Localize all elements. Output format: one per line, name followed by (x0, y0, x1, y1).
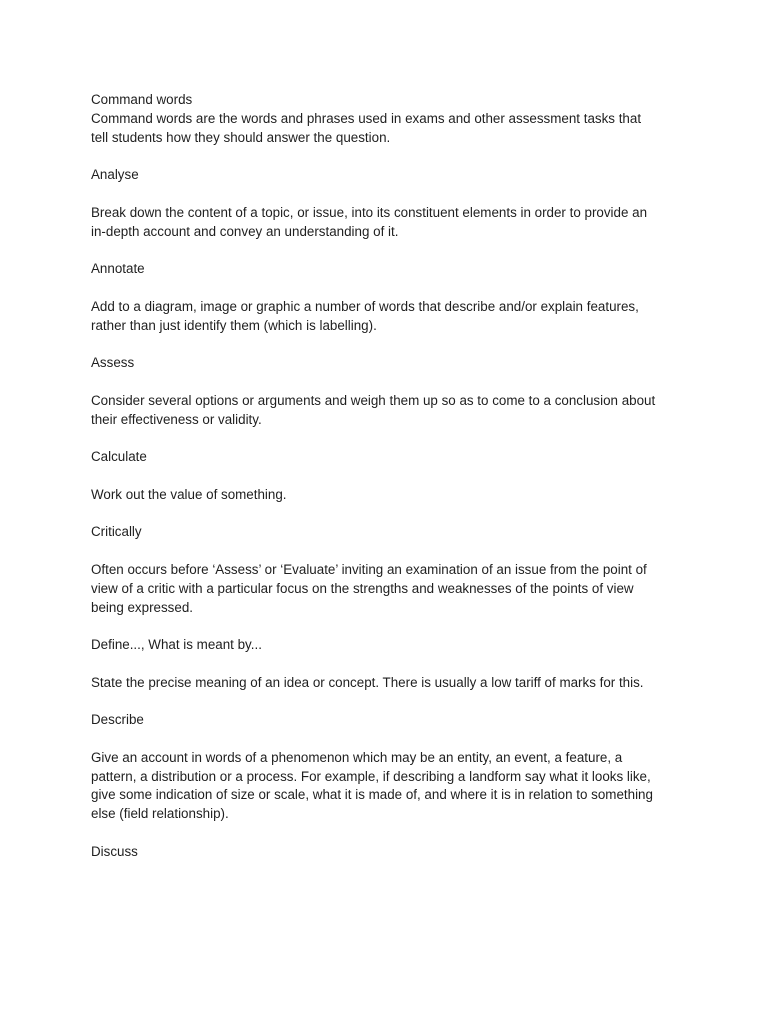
spacer (91, 542, 691, 561)
spacer (91, 185, 691, 204)
term-heading-assess: Assess (91, 355, 135, 371)
spacer (91, 147, 691, 166)
spacer (91, 467, 691, 486)
term-heading-discuss: Discuss (91, 843, 138, 859)
document-page (91, 91, 691, 862)
spacer (91, 655, 691, 674)
spacer (91, 505, 691, 524)
term-heading-analyse: Analyse (91, 167, 139, 183)
spacer (91, 824, 691, 843)
term-heading-define: Define..., What is meant by... (91, 637, 262, 653)
term-heading-critically: Critically (91, 524, 142, 540)
spacer (91, 429, 691, 448)
term-definition-assess: Consider several options or arguments and weigh them up so as to come to a conclusion about their effectiveness or validity. (91, 392, 656, 427)
term-definition-calculate: Work out the value of something. (91, 486, 287, 502)
term-definition-annotate: Add to a diagram, image or graphic a number of words that describe and/or explain features, rather than just identify them (which is labelling). (91, 298, 639, 333)
document-intro: Command words are the words and phrases used in exams and other assessment tasks that tell students how they should answer the question. (91, 110, 642, 145)
term-heading-calculate: Calculate (91, 449, 147, 465)
spacer (91, 335, 691, 354)
term-definition-define: State the precise meaning of an idea or concept. There is usually a low tariff of marks for this. (91, 674, 644, 690)
term-heading-annotate: Annotate (91, 261, 145, 277)
term-definition-critically: Often occurs before ‘Assess’ or ‘Evaluate’ inviting an examination of an issue from the point of view of a critic with a particular focus on the strengths and weaknesses of the points of view being expressed. (91, 561, 647, 615)
spacer (91, 617, 691, 636)
spacer (91, 373, 691, 392)
document-title: Command words (91, 92, 193, 107)
term-definition-describe: Give an account in words of a phenomenon which may be an entity, an event, a feature, a pattern, a distribution or a process. For example, if describing a landform say what it looks like, give some indication of size or scale, what it is made of, and where it is in relation to something else (field relationship). (91, 749, 653, 822)
term-heading-describe: Describe (91, 712, 144, 728)
spacer (91, 241, 691, 260)
term-definition-analyse: Break down the content of a topic, or issue, into its constituent elements in order to provide an in-depth account and convey an understanding of it. (91, 204, 648, 239)
spacer (91, 730, 691, 749)
spacer (91, 693, 691, 712)
spacer (91, 279, 691, 298)
